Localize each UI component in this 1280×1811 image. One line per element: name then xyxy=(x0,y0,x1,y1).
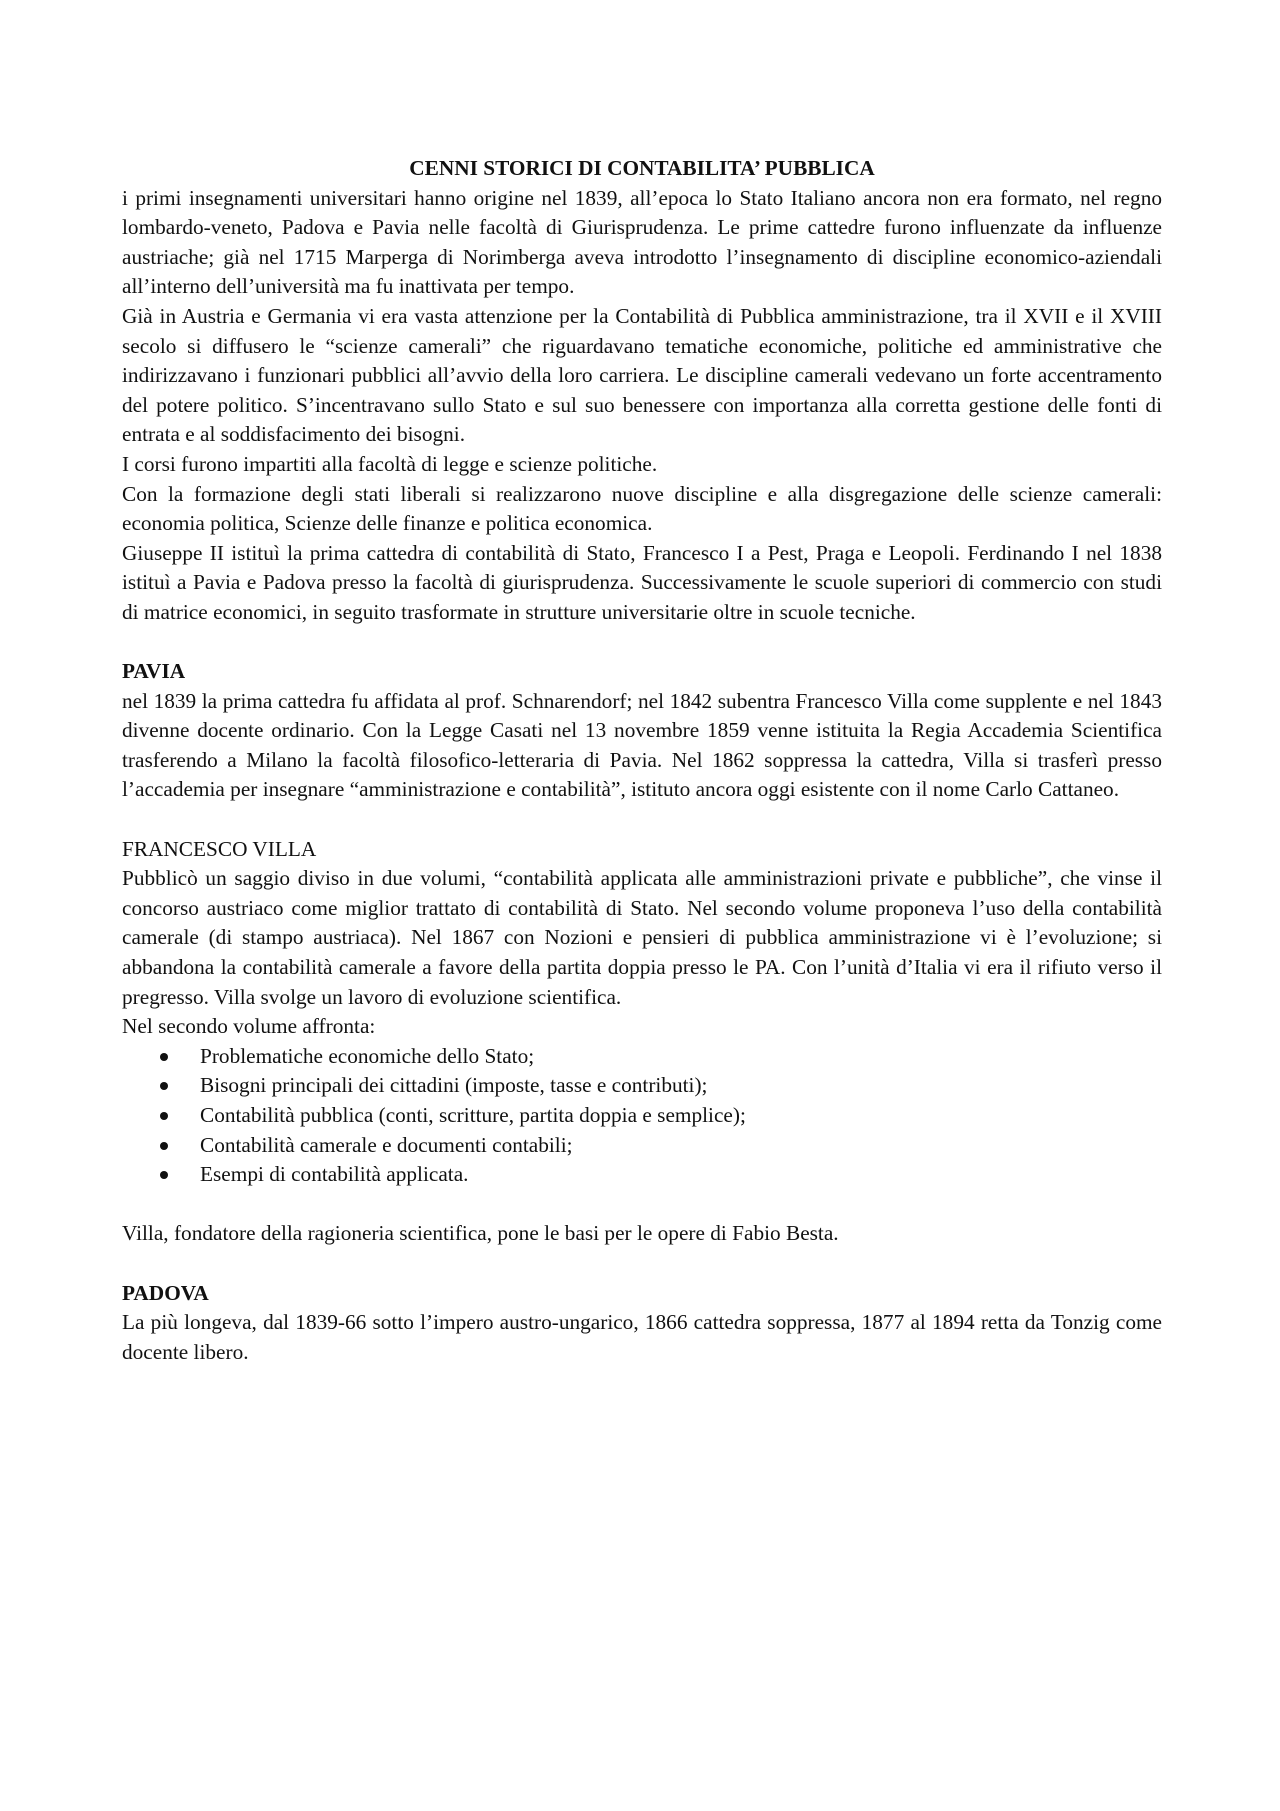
section-heading-pavia: PAVIA xyxy=(122,659,186,684)
bullet-icon xyxy=(160,1142,168,1150)
bullet-icon xyxy=(160,1112,168,1120)
bullet-icon xyxy=(160,1053,168,1061)
intro-paragraph-2: Già in Austria e Germania vi era vasta attenzione per la Contabilità di Pubblica amministrazione, tra il XVII e il XVIII secolo si diffusero le “scienze camerali” che riguardavano tematiche economiche, politiche ed amministrative che indirizzavano i funzionari pubblici all’avvio della loro carriera. Le discipline camerali vedevano un forte accentramento del potere politico. S’incentravano sullo Stato e sul suo benessere con importanza alla corretta gestione delle fonti di entrata e al soddisfacimento dei bisogni. xyxy=(122,303,1162,447)
document-title: CENNI STORICI DI CONTABILITA’ PUBBLICA xyxy=(409,156,875,180)
villa-paragraph: Pubblicò un saggio diviso in due volumi, “contabilità applicata alle amministrazioni private e pubbliche”, che vinse il concorso austriaco come miglior trattato di contabilità di Stato. Nel secondo volume proponeva l’uso della contabilità camerale (di stampo austriaca). Nel 1867 con Nozioni e pensieri di pubblica amministrazione vi è l’evoluzione; si abbandona la contabilità camerale a favore della partita doppia presso le PA. Con l’unità d’Italia vi era il rifiuto verso il pregresso. Villa svolge un lavoro di evoluzione scientifica. xyxy=(122,866,1162,1009)
intro-paragraph-3: I corsi furono impartiti alla facoltà di legge e scienze politiche. xyxy=(122,451,658,476)
intro-paragraph-5: Giuseppe II istituì la prima cattedra di contabilità di Stato, Francesco I a Pest, Praga e Leopoli. Ferdinando I nel 1838 istituì a Pavia e Padova presso la facoltà di giurisprudenza. Successivamente le scuole superiori di commercio con studi di matrice economici, in seguito trasformate in strutture universitarie oltre in scuole tecniche. xyxy=(122,540,1162,624)
padova-paragraph: La più longeva, dal 1839-66 sotto l’impero austro-ungarico, 1866 cattedra soppressa, 1877 al 1894 retta da Tonzig come docente libero. xyxy=(122,1310,1162,1364)
list-item xyxy=(122,1160,1162,1190)
document-page xyxy=(122,154,1162,1367)
list-item-text: Bisogni principali dei cittadini (imposte, tasse e contributi); xyxy=(200,1073,708,1098)
spacer xyxy=(122,628,1162,658)
section-heading-padova: PADOVA xyxy=(122,1280,209,1305)
bullet-icon xyxy=(160,1171,168,1179)
pavia-paragraph: nel 1839 la prima cattedra fu affidata al prof. Schnarendorf; nel 1842 subentra Francesco Villa come supplente e nel 1843 divenne docente ordinario. Con la Legge Casati nel 13 novembre 1859 venne istituita la Regia Accademia Scientifica trasferendo a Milano la facoltà filosofico-letteraria di Pavia. Nel 1862 soppressa la cattedra, Villa si trasferì presso l’accademia per insegnare “amministrazione e contabilità”, istituto ancora oggi esistente con il nome Carlo Cattaneo. xyxy=(122,688,1162,802)
list-item-text: Esempi di contabilità applicata. xyxy=(200,1162,469,1187)
villa-topic-list xyxy=(122,1042,1162,1190)
spacer xyxy=(122,805,1162,835)
list-item-text: Contabilità pubblica (conti, scritture, partita doppia e semplice); xyxy=(200,1103,746,1127)
list-item xyxy=(122,1101,1162,1131)
spacer xyxy=(122,1190,1162,1220)
villa-closing-paragraph: Villa, fondatore della ragioneria scientifica, pone le basi per le opere di Fabio Besta. xyxy=(122,1221,839,1246)
list-item xyxy=(122,1131,1162,1161)
bullet-icon xyxy=(160,1082,168,1090)
list-item xyxy=(122,1042,1162,1072)
villa-list-intro: Nel secondo volume affronta: xyxy=(122,1014,376,1039)
section-heading-francesco-villa: FRANCESCO VILLA xyxy=(122,836,317,861)
intro-paragraph-4: Con la formazione degli stati liberali si realizzarono nuove discipline e alla disgregazione delle scienze camerali: economia politica, Scienze delle finanze e politica economica. xyxy=(122,481,1162,536)
list-item-text: Contabilità camerale e documenti contabili; xyxy=(200,1132,573,1157)
spacer xyxy=(122,1249,1162,1279)
list-item xyxy=(122,1071,1162,1101)
list-item-text: Problematiche economiche dello Stato; xyxy=(200,1043,535,1068)
intro-paragraph-1: i primi insegnamenti universitari hanno origine nel 1839, all’epoca lo Stato Italiano ancora non era formato, nel regno lombardo-veneto, Padova e Pavia nelle facoltà di Giurisprudenza. Le prime cattedre furono influenzate da influenze austriache; già nel 1715 Marperga di Norimberga aveva introdotto l’insegnamento di discipline economico-aziendali all’interno dell’università ma fu inattivata per tempo. xyxy=(122,185,1162,299)
